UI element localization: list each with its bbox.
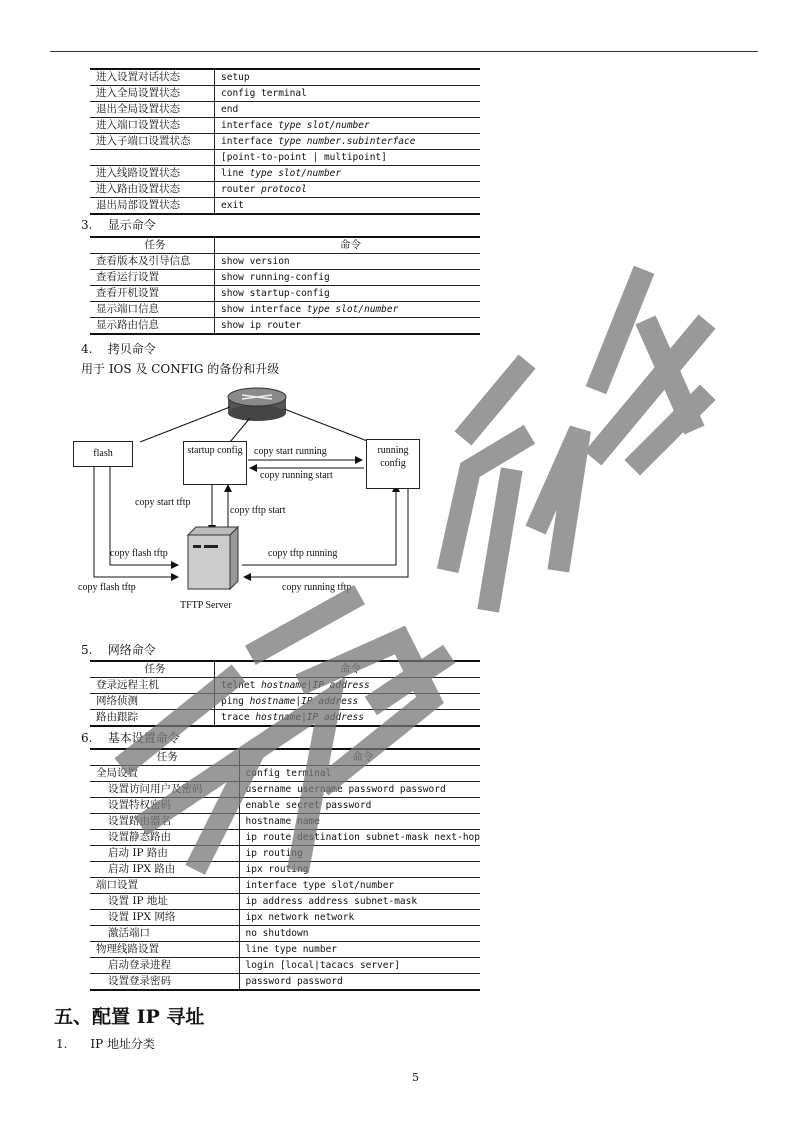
- command-text: end: [221, 104, 239, 115]
- show-table-body: [90, 237, 480, 334]
- task-cell: 查看开机设置: [90, 286, 215, 302]
- command-cell: [239, 878, 480, 894]
- task-cell: 路由跟踪: [90, 710, 215, 727]
- page-number: 5: [412, 1071, 419, 1084]
- task-cell: 登录远程主机: [90, 678, 215, 694]
- table-row: [90, 318, 480, 335]
- command-cell: [239, 814, 480, 830]
- command-cell: [239, 862, 480, 878]
- header-command: 命令: [215, 661, 481, 678]
- basic-settings-table: [90, 748, 480, 991]
- table-row: [90, 710, 480, 727]
- section-title: 显示命令: [107, 218, 156, 232]
- section-title: IP 地址分类: [90, 1037, 155, 1051]
- flash-box: [73, 441, 133, 467]
- mode-table-body: [90, 69, 480, 214]
- command-text: show ip router: [221, 320, 302, 331]
- table-row: [90, 766, 480, 782]
- section-3-heading: [81, 218, 156, 233]
- section-4-heading: [81, 342, 156, 357]
- command-text: ip address address subnet-mask: [245, 896, 418, 907]
- table-row: [90, 102, 480, 118]
- section-number: 5.: [81, 643, 93, 657]
- task-cell: 查看运行设置: [90, 270, 215, 286]
- command-text: ipx routing: [245, 864, 309, 875]
- table-row: [90, 134, 480, 150]
- task-cell: [90, 150, 215, 166]
- command-cell: [239, 942, 480, 958]
- server-icon: [188, 527, 238, 589]
- task-cell: 设置访问用户及密码: [90, 782, 239, 798]
- table-header-row: [90, 661, 480, 678]
- command-param: type slot/number: [249, 168, 342, 179]
- command-text: trace: [221, 712, 256, 723]
- task-cell: 激活端口: [90, 926, 239, 942]
- command-param: type slot/number: [306, 304, 399, 315]
- show-table: [90, 236, 480, 335]
- section-4-description: 用于 IOS 及 CONFIG 的备份和升级: [81, 362, 280, 376]
- section-1-heading: [56, 1037, 155, 1052]
- command-cell: [215, 86, 481, 102]
- command-cell: [239, 974, 480, 991]
- command-cell: [215, 150, 481, 166]
- command-text: exit: [221, 200, 244, 211]
- command-cell: [239, 910, 480, 926]
- command-text: config terminal: [245, 768, 332, 779]
- label-copy-flash-tftp-outer: copy flash tftp: [78, 582, 136, 593]
- table-row: [90, 182, 480, 198]
- command-cell: [215, 270, 481, 286]
- table-row: [90, 846, 480, 862]
- section-number: 4.: [81, 342, 93, 356]
- task-cell: 进入线路设置状态: [90, 166, 215, 182]
- table-row: [90, 814, 480, 830]
- task-cell: 进入路由设置状态: [90, 182, 215, 198]
- header-rule: [50, 51, 758, 52]
- table-row: [90, 166, 480, 182]
- command-text: ipx network network: [245, 912, 355, 923]
- command-text: hostname name: [245, 816, 320, 827]
- table-row: [90, 69, 480, 86]
- command-text: [point-to-point | multipoint]: [221, 152, 387, 163]
- label-copy-start-tftp: copy start tftp: [135, 497, 191, 508]
- table-row: [90, 198, 480, 215]
- task-cell: 退出局部设置状态: [90, 198, 215, 215]
- section-5-heading: [81, 643, 156, 658]
- task-cell: 网络侦测: [90, 694, 215, 710]
- table-row: [90, 958, 480, 974]
- table-row: [90, 926, 480, 942]
- table-row: [90, 894, 480, 910]
- copy-diagram: [70, 385, 450, 615]
- section-number: 1.: [56, 1037, 68, 1051]
- command-cell: [239, 894, 480, 910]
- task-cell: 物理线路设置: [90, 942, 239, 958]
- command-param: protocol: [261, 184, 307, 195]
- table-row: [90, 942, 480, 958]
- command-text: ping: [221, 696, 250, 707]
- label-copy-tftp-running: copy tftp running: [268, 548, 338, 559]
- section-title: 基本设置命令: [107, 731, 180, 745]
- header-command: 命令: [215, 237, 481, 254]
- command-cell: [215, 198, 481, 215]
- task-cell: 端口设置: [90, 878, 239, 894]
- command-param: hostname|IP address: [261, 680, 370, 691]
- section-number: 6.: [81, 731, 93, 745]
- command-text: router: [221, 184, 262, 195]
- header-task: 任务: [90, 237, 215, 254]
- flash-label: flash: [93, 448, 113, 459]
- command-cell: [215, 182, 481, 198]
- task-cell: 设置静态路由: [90, 830, 239, 846]
- network-table: [90, 660, 480, 727]
- command-text: ip routing: [245, 848, 303, 859]
- header-command: 命令: [239, 749, 480, 766]
- startup-config-box: [183, 441, 247, 485]
- mode-table: [90, 68, 480, 215]
- table-row: [90, 678, 480, 694]
- label-tftp-server: TFTP Server: [180, 600, 232, 611]
- table-row: [90, 86, 480, 102]
- table-row: [90, 254, 480, 270]
- command-text: username username password password: [245, 784, 446, 795]
- command-text: login [local|tacacs server]: [245, 960, 400, 971]
- task-cell: 设置 IPX 网络: [90, 910, 239, 926]
- table-row: [90, 910, 480, 926]
- table-row: [90, 878, 480, 894]
- task-cell: 查看版本及引导信息: [90, 254, 215, 270]
- task-cell: 退出全局设置状态: [90, 102, 215, 118]
- command-text: interface type slot/number: [245, 880, 395, 891]
- startup-label: startup config: [187, 445, 243, 456]
- task-cell: 显示路由信息: [90, 318, 215, 335]
- command-cell: [215, 678, 481, 694]
- task-cell: 设置登录密码: [90, 974, 239, 991]
- command-text: show interface: [221, 304, 307, 315]
- label-copy-flash-tftp-inner: copy flash tftp: [110, 548, 168, 559]
- command-param: type number.subinterface: [278, 136, 416, 147]
- table-row: [90, 694, 480, 710]
- command-cell: [239, 830, 480, 846]
- table-row: [90, 150, 480, 166]
- running-config-box: [366, 439, 420, 489]
- command-text: config terminal: [221, 88, 307, 99]
- label-copy-running-start: copy running start: [260, 470, 333, 481]
- command-cell: [215, 318, 481, 335]
- router-icon: [228, 388, 286, 421]
- task-cell: 全局设置: [90, 766, 239, 782]
- command-cell: [215, 118, 481, 134]
- section-number: 3.: [81, 218, 93, 232]
- command-cell: [215, 254, 481, 270]
- section-title: 网络命令: [107, 643, 156, 657]
- command-param: hostname|IP address: [255, 712, 364, 723]
- task-cell: 设置 IP 地址: [90, 894, 239, 910]
- basic-settings-table-body: [90, 749, 480, 990]
- command-cell: [215, 69, 481, 86]
- table-header-row: [90, 237, 480, 254]
- task-cell: 设置路由器名: [90, 814, 239, 830]
- table-row: [90, 286, 480, 302]
- table-row: [90, 782, 480, 798]
- command-text: interface: [221, 120, 279, 131]
- command-param: hostname|IP address: [249, 696, 359, 707]
- table-row: [90, 830, 480, 846]
- table-row: [90, 270, 480, 286]
- command-cell: [239, 782, 480, 798]
- task-cell: 进入端口设置状态: [90, 118, 215, 134]
- command-text: show version: [221, 256, 290, 267]
- table-row: [90, 118, 480, 134]
- running-label: running config: [377, 445, 409, 469]
- label-copy-start-running: copy start running: [254, 446, 327, 457]
- command-text: line type number: [245, 944, 338, 955]
- task-cell: 启动 IPX 路由: [90, 862, 239, 878]
- task-cell: 启动 IP 路由: [90, 846, 239, 862]
- command-text: no shutdown: [245, 928, 309, 939]
- task-cell: 设置特权密码: [90, 798, 239, 814]
- label-copy-tftp-start: copy tftp start: [230, 505, 286, 516]
- command-text: setup: [221, 72, 250, 83]
- task-cell: 显示端口信息: [90, 302, 215, 318]
- command-text: password password: [245, 976, 343, 987]
- task-cell: 启动登录进程: [90, 958, 239, 974]
- chapter-heading: 五、配置 IP 寻址: [54, 1006, 205, 1028]
- command-cell: [215, 286, 481, 302]
- header-task: 任务: [90, 749, 239, 766]
- command-cell: [215, 710, 481, 727]
- command-cell: [239, 846, 480, 862]
- command-cell: [215, 302, 481, 318]
- command-cell: [239, 766, 480, 782]
- section-6-heading: [81, 731, 180, 746]
- command-cell: [215, 102, 481, 118]
- command-cell: [215, 134, 481, 150]
- table-row: [90, 798, 480, 814]
- header-task: 任务: [90, 661, 215, 678]
- command-text: telnet: [221, 680, 262, 691]
- command-cell: [239, 798, 480, 814]
- command-text: ip route destination subnet-mask next-hop: [245, 832, 480, 843]
- command-text: show running-config: [221, 272, 330, 283]
- task-cell: 进入全局设置状态: [90, 86, 215, 102]
- task-cell: 进入设置对话状态: [90, 69, 215, 86]
- command-cell: [239, 958, 480, 974]
- command-text: interface: [221, 136, 279, 147]
- table-row: [90, 862, 480, 878]
- section-title: 拷贝命令: [107, 342, 156, 356]
- command-text: enable secret password: [245, 800, 372, 811]
- command-text: show startup-config: [221, 288, 330, 299]
- network-table-body: [90, 661, 480, 726]
- command-text: line: [221, 168, 250, 179]
- command-cell: [239, 926, 480, 942]
- task-cell: 进入子端口设置状态: [90, 134, 215, 150]
- command-cell: [215, 694, 481, 710]
- label-copy-running-tftp: copy running tftp: [282, 582, 352, 593]
- table-header-row: [90, 749, 480, 766]
- command-cell: [215, 166, 481, 182]
- table-row: [90, 974, 480, 991]
- table-row: [90, 302, 480, 318]
- command-param: type slot/number: [278, 120, 370, 131]
